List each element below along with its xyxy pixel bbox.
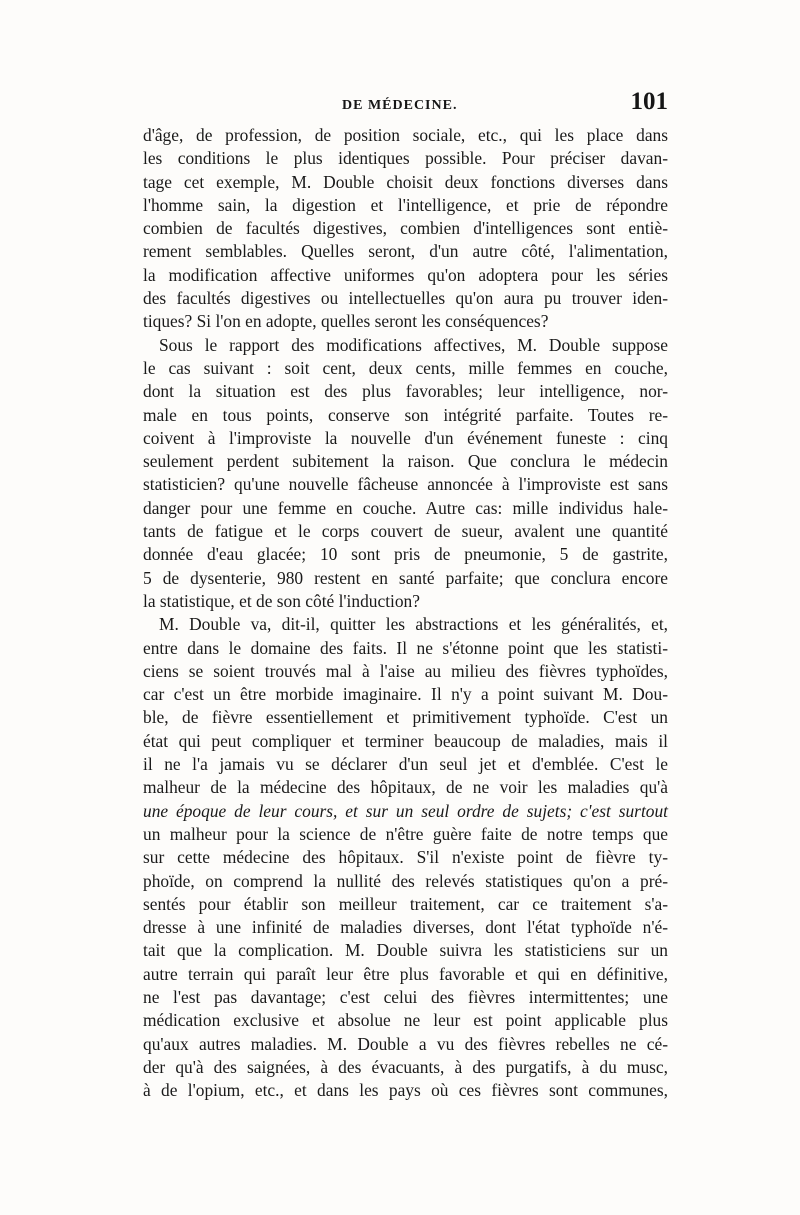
text-line: l'homme sain, la digestion et l'intelligence, et prie de répondre (143, 194, 668, 215)
text-line: 5 de dysenterie, 980 restent en santé parfaite; que conclura encore (143, 567, 668, 588)
text-line: tage cet exemple, M. Double choisit deux fonctions diverses dans (143, 171, 668, 192)
text-line: médication exclusive et absolue ne leur est point applicable plus (143, 1010, 668, 1031)
text-line: la modification affective uniformes qu'on adoptera pour les séries (143, 264, 668, 285)
text-line: état qui peut compliquer et terminer beaucoup de maladies, mais il (143, 730, 668, 751)
page-number: 101 (630, 88, 668, 115)
text-line: tants de fatigue et le corps couvert de sueur, avalent une quantité (143, 521, 668, 542)
text-line: rement semblables. Quelles seront, d'un autre côté, l'alimentation, (143, 241, 668, 262)
body-text (143, 124, 668, 1102)
text-line: entre dans le domaine des faits. Il ne s'étonne point que les statisti- (143, 637, 668, 658)
text-line: sentés pour établir son meilleur traitement, car ce traitement s'a- (143, 893, 668, 914)
text-line: seulement perdent subitement la raison. Que conclura le médecin (143, 451, 668, 472)
text-line: un malheur pour la science de n'être guère faite de notre temps que (143, 823, 668, 844)
text-line: ble, de fièvre essentiellement et primitivement typhoïde. C'est un (143, 707, 668, 728)
text-line: des facultés digestives ou intellectuelles qu'on aura pu trouver iden- (143, 288, 668, 309)
text-line: coivent à l'improviste la nouvelle d'un événement funeste : cinq (143, 427, 668, 448)
running-title: DE MÉDECINE. (342, 98, 458, 113)
page-header (140, 90, 668, 120)
text-line: statisticien? qu'une nouvelle fâcheuse annoncée à l'improviste est sans (143, 474, 668, 495)
text-line: ciens se soient trouvés mal à l'aise au milieu des fièvres typhoïdes, (143, 660, 668, 681)
text-line: combien de facultés digestives, combien d'intelligences sont entiè- (143, 218, 668, 239)
text-line: tait que la complication. M. Double suivra les statisticiens sur un (143, 940, 668, 961)
text-line: donnée d'eau glacée; 10 sont pris de pneumonie, 5 de gastrite, (143, 544, 668, 565)
text-line: tiques? Si l'on en adopte, quelles seront les conséquences? (143, 311, 549, 332)
text-line: d'âge, de profession, de position sociale, etc., qui les place dans (143, 125, 668, 145)
text-line: le cas suivant : soit cent, deux cents, mille femmes en couche, (143, 357, 668, 378)
text-line: car c'est un être morbide imaginaire. Il n'y a point suivant M. Dou- (143, 684, 668, 705)
text-line: à de l'opium, etc., et dans les pays où ces fièvres sont communes, (143, 1080, 668, 1101)
text-line: autre terrain qui paraît leur être plus favorable et qui en définitive, (143, 963, 668, 984)
text-line: male en tous points, conserve son intégrité parfaite. Toutes re- (143, 404, 668, 425)
text-line: une époque de leur cours, et sur un seul ordre de sujets; c'est surtout (143, 800, 668, 821)
text-line: les conditions le plus identiques possible. Pour préciser davan- (143, 148, 668, 169)
text-line: Sous le rapport des modifications affectives, M. Double suppose (159, 334, 668, 355)
text-line: malheur de la médecine des hôpitaux, de ne voir les maladies qu'à (143, 777, 668, 798)
text-line: dont la situation est des plus favorables; leur intelligence, nor- (143, 381, 668, 402)
text-line: la statistique, et de son côté l'induction? (143, 590, 420, 611)
text-line: M. Double va, dit-il, quitter les abstractions et les généralités, et, (159, 614, 668, 635)
text-line: dresse à une infinité de maladies diverses, dont l'état typhoïde n'é- (143, 917, 668, 938)
text-line: danger pour une femme en couche. Autre cas: mille individus hale- (143, 497, 668, 518)
text-line: ne l'est pas davantage; c'est celui des fièvres intermittentes; une (143, 986, 668, 1007)
text-line: sur cette médecine des hôpitaux. S'il n'existe point de fièvre ty- (143, 847, 668, 868)
text-line: il ne l'a jamais vu se déclarer d'un seul jet et d'emblée. C'est le (143, 754, 668, 775)
text-line: phoïde, on comprend la nullité des relevés statistiques qu'on a pré- (143, 870, 668, 891)
text-line: der qu'à des saignées, à des évacuants, à des purgatifs, à du musc, (143, 1056, 668, 1077)
text-line: qu'aux autres maladies. M. Double a vu des fièvres rebelles ne cé- (143, 1033, 668, 1054)
